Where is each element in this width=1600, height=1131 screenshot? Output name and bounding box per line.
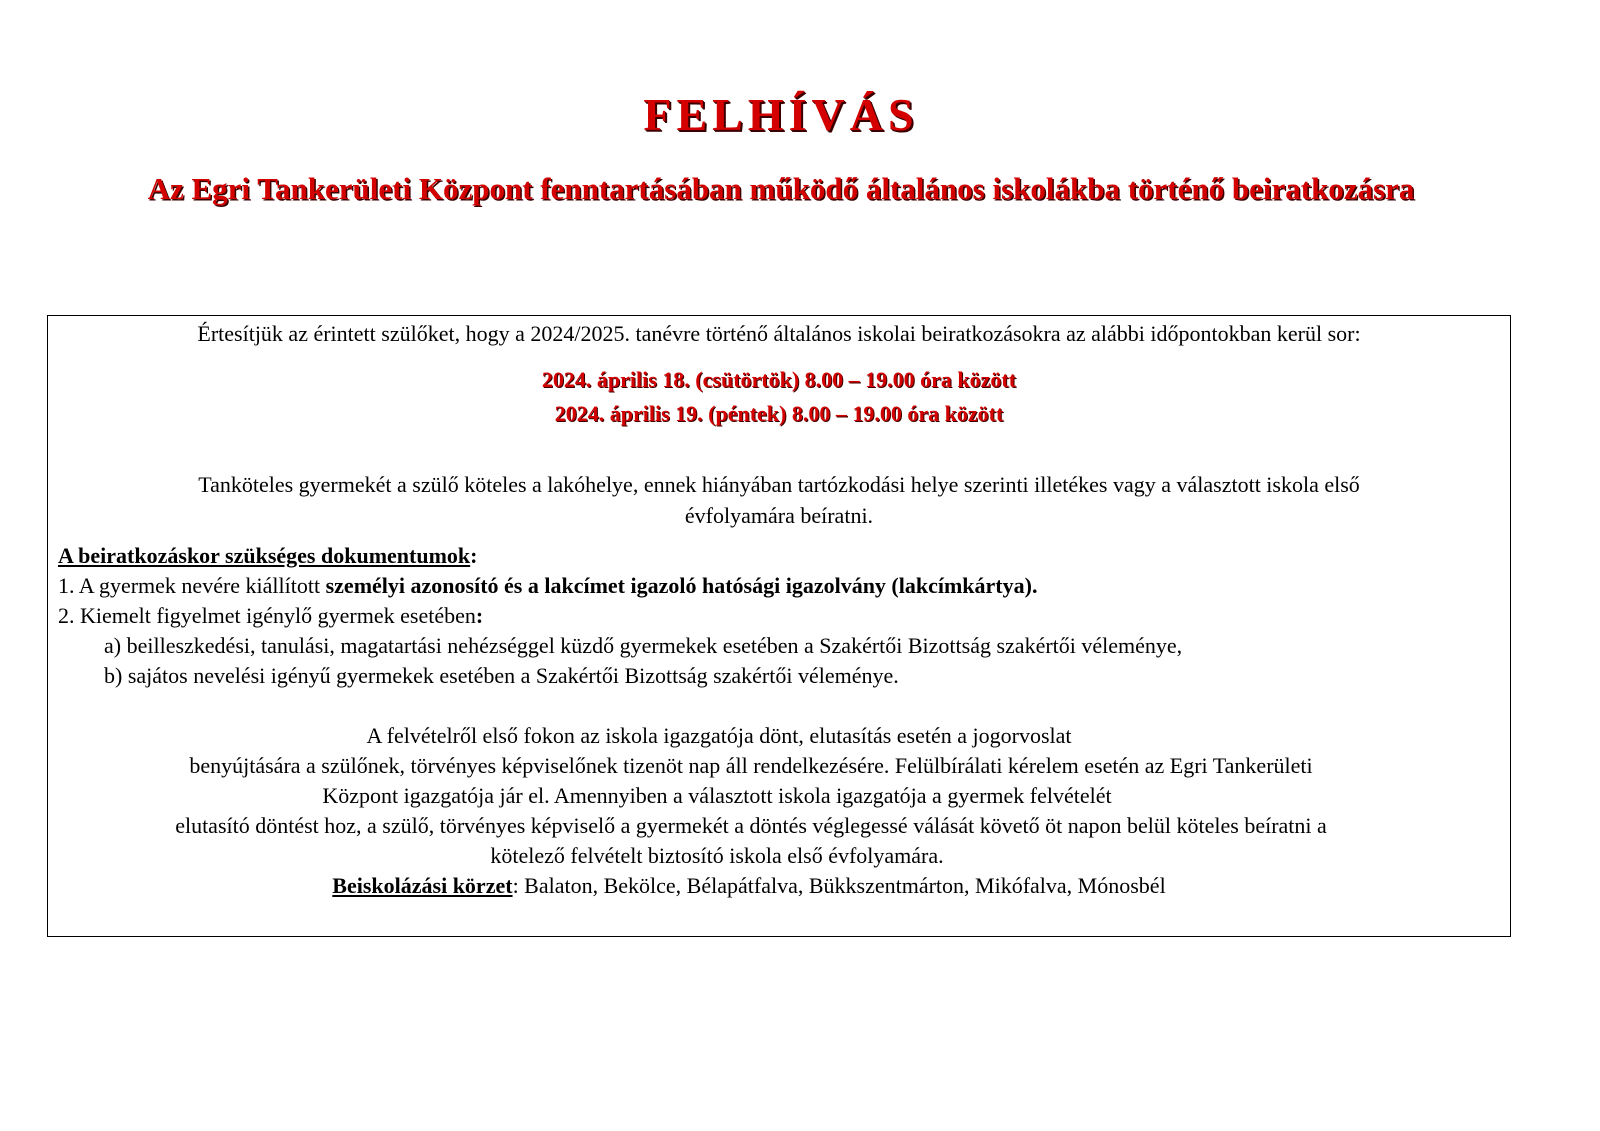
decision-line-4: elutasító döntést hoz, a szülő, törvényes képviselő a gyermekét a döntés véglegessé válását követő öt napon belül köteles beíratni a (175, 813, 1327, 838)
notice-box (47, 315, 1511, 937)
document-item-1-prefix: 1. A gyermek nevére kiállított (58, 573, 326, 598)
district-line (18, 872, 1480, 900)
decision-line-1: A felvételről első fokon az iskola igazgatója dönt, elutasítás esetén a jogorvoslat (366, 723, 1072, 748)
document-item-2-colon: : (475, 603, 484, 628)
district-value: : Balaton, Bekölce, Bélapátfalva, Bükkszentmárton, Mikófalva, Mónosbél (512, 873, 1166, 898)
decision-line-5: kötelező felvételt biztosító iskola első évfolyamára. (490, 843, 944, 868)
document-item-2-text: 2. Kiemelt figyelmet igénylő gyermek esetében (58, 603, 476, 628)
decision-line-2: benyújtására a szülőnek, törvényes képviselőnek tizenöt nap áll rendelkezésére. Felülbírálati kérelem esetén az Egri Tankerületi (189, 753, 1313, 778)
decision-line-3: Központ igazgatója jár el. Amennyiben a választott iskola igazgatója a gyermek felvételét (322, 783, 1112, 808)
document-item-2 (58, 602, 483, 630)
district-label: Beiskolázási körzet (332, 873, 513, 898)
obligation-text-line-1: Tanköteles gyermekét a szülő köteles a lakóhelye, ennek hiányában tartózkodási helye szerinti illetékes vagy a választott iskola első (198, 472, 1360, 497)
document-item-1 (58, 572, 1037, 600)
documents-heading-colon: : (470, 543, 478, 568)
page-title: FELHÍVÁS (643, 89, 919, 140)
document-item-1-bold: személyi azonosító és a lakcímet igazoló hatósági igazolvány (lakcímkártya). (325, 573, 1038, 598)
intro-text: Értesítjük az érintett szülőket, hogy a 2024/2025. tanévre történő általános iskolai beiratkozásokra az alábbi időpontokban kerül sor: (197, 321, 1361, 346)
date-line-2: 2024. április 19. (péntek) 8.00 – 19.00 óra között (554, 401, 1004, 426)
date-line-1: 2024. április 18. (csütörtök) 8.00 – 19.00 óra között (541, 367, 1017, 392)
documents-heading (58, 542, 477, 570)
obligation-text-line-2: évfolyamára beíratni. (684, 503, 874, 528)
document-item-2b: b) sajátos nevelési igényű gyermekek esetében a Szakértői Bizottság szakértői véleménye. (104, 663, 899, 688)
page-subtitle: Az Egri Tankerületi Központ fenntartásában működő általános iskolákba történő beiratkozásra (147, 171, 1415, 206)
document-item-2a: a) beilleszkedési, tanulási, magatartási nehézséggel küzdő gyermekek esetében a Szakértői Bizottság szakértői véleménye, (104, 633, 1183, 658)
documents-heading-text: A beiratkozáskor szükséges dokumentumok (58, 543, 471, 568)
